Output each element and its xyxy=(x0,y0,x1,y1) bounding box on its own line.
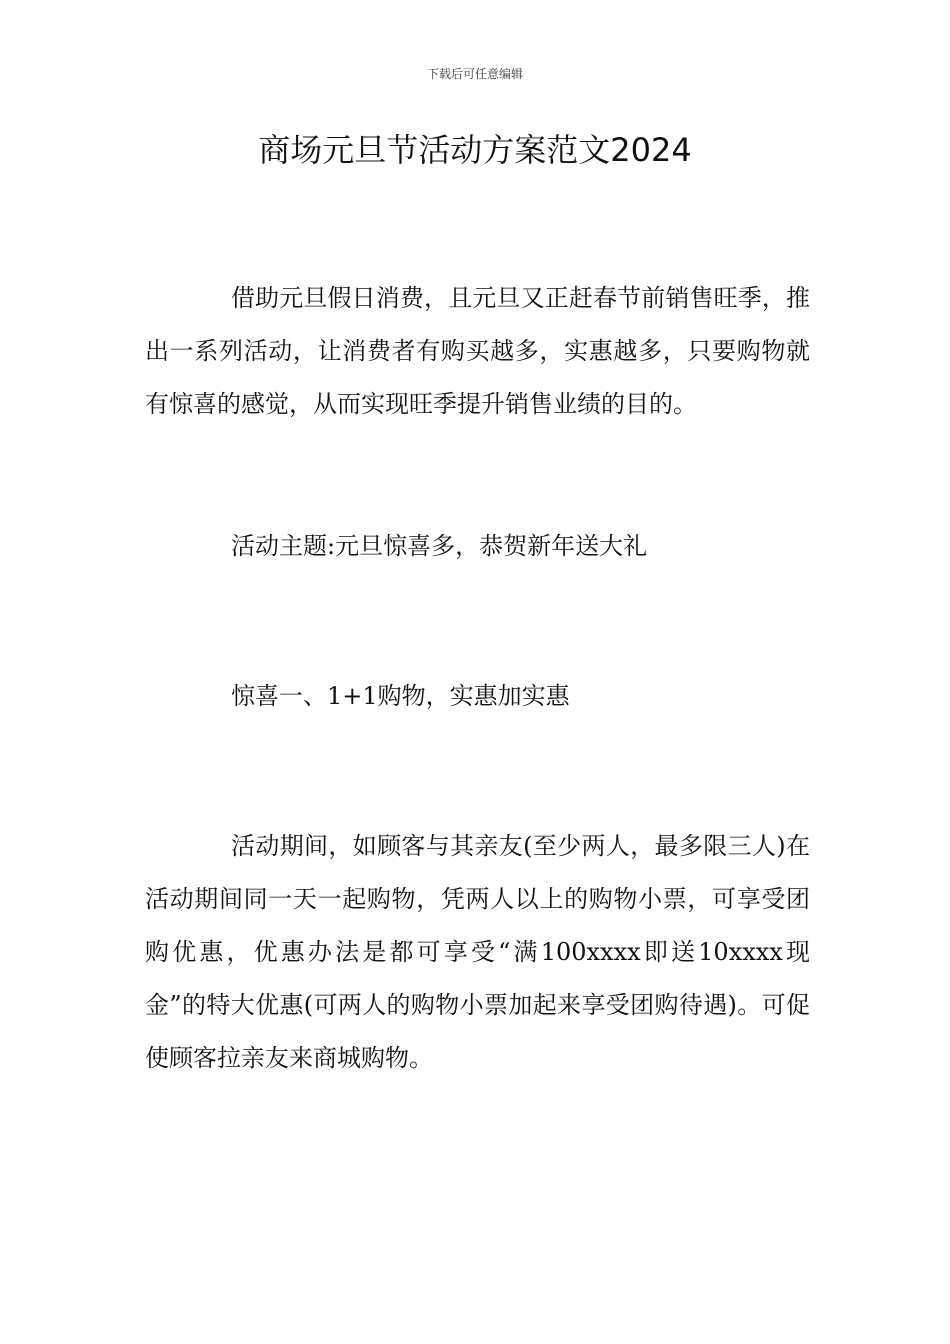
paragraph-theme: 活动主题:元旦惊喜多，恭贺新年送大礼 xyxy=(231,532,648,560)
paragraph-surprise-one: 惊喜一、1+1购物，实惠加实惠 xyxy=(231,682,570,710)
paragraph-activity-details: 活动期间，如顾客与其亲友(至少两人，最多限三人)在活动期间同一天一起购物，凭两人以上的购物小票，可享受团购优惠，优惠办法是都可享受“满100xxxx即送10xxxx现金”的特大优惠(可两人的购物小票加起来享受团购待遇)。可促使顾客拉亲友来商城购物。 xyxy=(145,832,810,1072)
document-title: 商场元旦节活动方案范文2024 xyxy=(258,131,692,169)
paragraph-intro: 借助元旦假日消费，且元旦又正赶春节前销售旺季，推出一系列活动，让消费者有购买越多，实惠越多，只要购物就有惊喜的感觉，从而实现旺季提升销售业绩的目的。 xyxy=(145,284,810,418)
header-note: 下载后可任意编辑 xyxy=(426,67,523,81)
